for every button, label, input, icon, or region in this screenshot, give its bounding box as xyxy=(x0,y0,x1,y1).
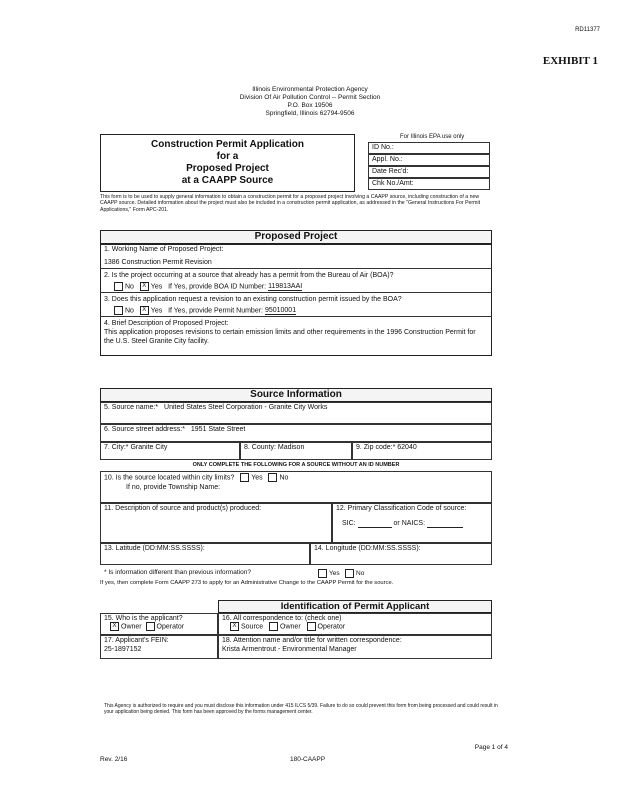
page-number: Page 1 of 4 xyxy=(474,744,508,751)
source-info-header: Source Information xyxy=(100,388,492,402)
q10-yes-checkbox[interactable] xyxy=(240,473,249,482)
q16-label: 16. All correspondence to: (check one) xyxy=(222,615,342,622)
q5-value[interactable]: United States Steel Corporation - Granite City Works xyxy=(164,404,328,411)
q3-options xyxy=(114,306,296,315)
q17-row xyxy=(100,635,218,659)
q3-ifyes-label: If Yes, provide Permit Number: xyxy=(168,307,263,315)
id-no-field: ID No.: xyxy=(368,142,490,154)
agency-city: Springfield, Illinois 62794-9506 xyxy=(265,110,355,117)
q13-label: 13. Latitude (DD:MM:SS.SSSS): xyxy=(104,545,205,552)
date-recd-field: Date Rec'd: xyxy=(368,166,490,178)
changed-no-checkbox[interactable] xyxy=(345,569,354,578)
q3-yes-checkbox[interactable]: X xyxy=(140,306,149,315)
q12-naics-label: or NAICS: xyxy=(393,520,426,527)
q12-sic-label: SIC: xyxy=(342,520,356,527)
q2-label: 2. Is the project occurring at a source that already has a permit from the Bureau of Air (BOA)? xyxy=(104,272,394,279)
changed-question-text: * Is information different than previous information? xyxy=(104,569,251,576)
revision: Rev. 2/16 xyxy=(100,756,128,763)
agency-pobox: P.O. Box 19506 xyxy=(287,102,333,109)
q10-yes-label: Yes xyxy=(251,474,263,482)
q18-label: 18. Attention name and/or title for written correspondence: xyxy=(222,637,402,644)
changed-no-label: No xyxy=(356,570,365,578)
q10-no-label: No xyxy=(279,474,289,482)
q9-value[interactable]: 62040 xyxy=(397,444,417,451)
q10-label: 10. Is the source located within city limits? xyxy=(104,474,235,482)
q3-yes-label: Yes xyxy=(150,307,163,315)
q8-value[interactable]: Madison xyxy=(277,444,305,451)
q9-row xyxy=(352,442,492,460)
q7-label: 7. City:* xyxy=(104,444,129,451)
exhibit-label: EXHIBIT 1 xyxy=(542,55,598,67)
title-line1: Construction Permit Application xyxy=(151,139,304,150)
title-line3: Proposed Project xyxy=(186,163,269,174)
proposed-project-header: Proposed Project xyxy=(100,230,492,244)
changed-question xyxy=(104,569,251,576)
q16-row xyxy=(218,613,492,635)
q2-yes-label: Yes xyxy=(150,283,163,291)
q10-row xyxy=(100,471,492,503)
q4-value: This application proposes revisions to certain emission limits and other requirements in the 1996 Construction Permit for the U.S. Steel Granite City facility. xyxy=(104,329,476,345)
q16-operator-checkbox[interactable] xyxy=(307,622,316,631)
title-line4: at a CAAPP Source xyxy=(181,175,274,186)
q13-row xyxy=(100,543,310,565)
document-code: RD11377 xyxy=(575,27,600,33)
q15-label: 15. Who is the applicant? xyxy=(104,615,183,622)
q6-label: 6. Source street address:* xyxy=(104,426,185,433)
q3-no-label: No xyxy=(125,307,134,315)
q17-value[interactable]: 25-1897152 xyxy=(104,646,142,653)
q15-owner-checkbox[interactable]: X xyxy=(110,622,119,631)
q7-row xyxy=(100,442,240,460)
changed-note: If yes, then complete Form CAAPP 273 to apply for an Administrative Change to the CAAPP Permit for the source. xyxy=(100,580,394,586)
title-box xyxy=(100,134,355,192)
title-line2: for a xyxy=(216,151,239,162)
q14-label: 14. Longitude (DD:MM:SS.SSSS): xyxy=(314,545,421,552)
changed-yes-label: Yes xyxy=(329,570,340,578)
q8-label: 8. County: xyxy=(244,444,276,451)
changed-yes-checkbox[interactable] xyxy=(318,569,327,578)
changed-options xyxy=(318,569,364,578)
q16-source-label: Source xyxy=(241,623,264,631)
q11-label: 11. Description of source and product(s) produced: xyxy=(104,505,262,512)
agency-name: Illinois Environmental Protection Agency xyxy=(252,86,368,93)
q18-row xyxy=(218,635,492,659)
q15-operator-label: Operator xyxy=(156,623,185,631)
q2-boa-id[interactable]: 119813AAI xyxy=(268,283,303,291)
q15-operator-checkbox[interactable] xyxy=(146,622,155,631)
q6-row xyxy=(100,424,492,442)
new-source-note: ONLY COMPLETE THE FOLLOWING FOR A SOURCE WITHOUT AN ID NUMBER xyxy=(192,462,400,468)
q9-label: 9. Zip code:* xyxy=(356,444,396,451)
q8-row xyxy=(240,442,352,460)
q2-options xyxy=(114,282,302,291)
agency-use-header: For Illinois EPA use only xyxy=(400,134,465,140)
q16-operator-label: Operator xyxy=(317,623,346,631)
q5-label: 5. Source name:* xyxy=(104,404,159,411)
q4-label: 4. Brief Description of Proposed Project: xyxy=(104,320,229,327)
q6-value[interactable]: 1951 State Street xyxy=(190,426,246,433)
q2-no-label: No xyxy=(125,283,134,291)
q2-no-checkbox[interactable] xyxy=(114,282,123,291)
form-number: 180-CAAPP xyxy=(290,756,326,763)
appl-no-field: Appl. No.: xyxy=(368,154,490,166)
chk-no-field: Chk No./Amt: xyxy=(368,178,490,190)
q14-row xyxy=(310,543,492,565)
q1-value: 1386 Construction Permit Revision xyxy=(104,259,212,266)
q2-yes-checkbox[interactable]: X xyxy=(140,282,149,291)
q12-label: 12. Primary Classification Code of source: xyxy=(336,505,467,512)
q7-value[interactable]: Granite City xyxy=(130,444,168,451)
q3-label: 3. Does this application request a revision to an existing construction permit issued by the BOA? xyxy=(104,296,402,303)
q15-owner-label: Owner xyxy=(121,623,142,631)
q12-naics-input[interactable] xyxy=(427,520,463,528)
q10-township: If no, provide Township Name: xyxy=(126,484,221,491)
agency-division: Division Of Air Pollution Control -- Permit Section xyxy=(239,94,381,101)
applicant-header: Identification of Permit Applicant xyxy=(218,600,492,613)
q1-label: 1. Working Name of Proposed Project: xyxy=(104,246,224,253)
agency-header xyxy=(180,86,440,118)
intro-text: This form is to be used to supply general information to obtain a construction permit for a proposed project involving a CAAPP source, including construction of a new CAAPP source. Detailed information about the project must also be included in a construction permit application, as addressed in the "General Instructions For Permit Applications," Form APC-201. xyxy=(100,194,481,213)
q5-row xyxy=(100,402,492,424)
q16-owner-label: Owner xyxy=(280,623,301,631)
q3-permit-number[interactable]: 95010001 xyxy=(264,307,297,315)
q11-row xyxy=(100,503,332,543)
q16-source-checkbox[interactable]: X xyxy=(230,622,239,631)
q3-no-checkbox[interactable] xyxy=(114,306,123,315)
q16-owner-checkbox[interactable] xyxy=(269,622,278,631)
q12-sic-input[interactable] xyxy=(358,520,392,528)
q17-label: 17. Applicant's FEIN: xyxy=(104,637,169,644)
footer-notice: This Agency is authorized to require and you must disclose this information under 415 ILCS 5/39. Failure to do so could prevent this form from being processed and could result in your application being denied. This form has been approved by the forms management center. xyxy=(104,703,498,715)
q2-ifyes-label: If Yes, provide BOA ID Number: xyxy=(168,283,267,291)
q10-no-checkbox[interactable] xyxy=(268,473,277,482)
q12-row xyxy=(332,503,492,543)
q15-row xyxy=(100,613,218,635)
q18-value[interactable]: Krista Armentrout - Environmental Manager xyxy=(222,646,357,653)
